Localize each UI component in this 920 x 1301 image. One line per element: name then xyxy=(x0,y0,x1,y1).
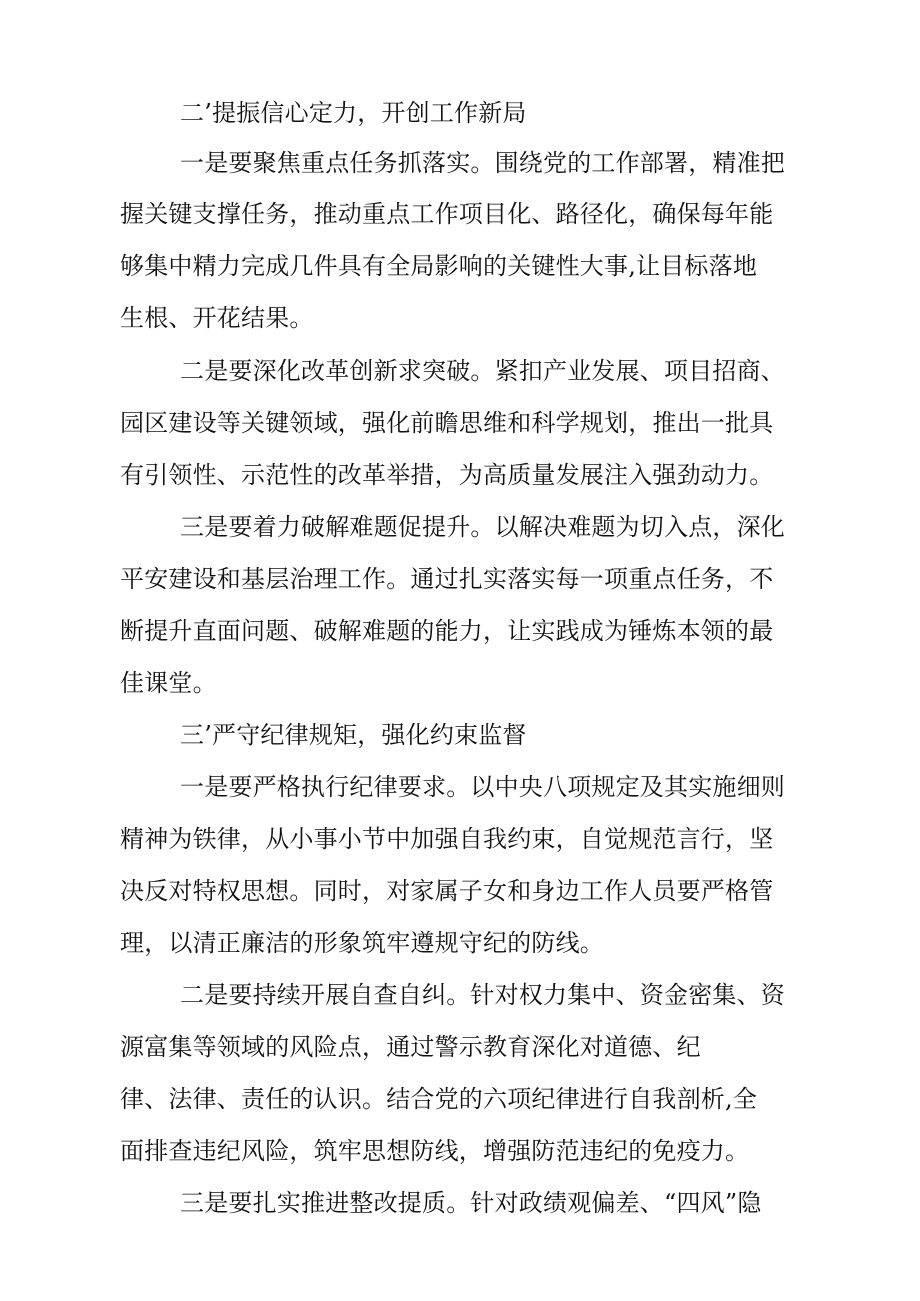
paragraph-line: 有引领性、示范性的改革举措，为高质量发展注入强劲动力。 xyxy=(120,461,774,489)
paragraph-line: 源富集等领域的风险点，通过警示教育深化对道德、纪 xyxy=(120,1033,701,1061)
paragraph-line: 佳课堂。 xyxy=(120,669,217,697)
paragraph-line: 一是要聚焦重点任务抓落实。围绕党的工作部署，精准把 xyxy=(180,149,785,177)
paragraph-line: 面排查违纪风险，筑牢思想防线，增强防范违纪的免疫力。 xyxy=(120,1137,750,1165)
paragraph-line: 生根、开花结果。 xyxy=(120,304,314,332)
paragraph-line: 断提升直面问题、破解难题的能力，让实践成为锤炼本领的最 xyxy=(120,617,774,645)
paragraph-line: 律、法律、责任的认识。结合党的六项纪律进行自我剖析,全 xyxy=(120,1085,758,1113)
paragraph-line: 二是要深化改革创新求突破。紧扣产业发展、项目招商、 xyxy=(180,357,785,385)
paragraph-line: 园区建设等关键领域，强化前瞻思维和科学规划，推出一批具 xyxy=(120,409,774,437)
paragraph-line: 平安建设和基层治理工作。通过扎实落实每一项重点任务，不 xyxy=(120,565,774,593)
paragraph-line: 握关键支撑任务，推动重点工作项目化、路径化，确保每年能 xyxy=(120,200,774,228)
paragraph-line: 二是要持续开展自查自纠。针对权力集中、资金密集、资 xyxy=(180,981,785,1009)
paragraph-line: 决反对特权思想。同时，对家属子女和身边工作人员要严格管 xyxy=(120,877,774,905)
section-heading: 二’提振信心定力，开创工作新局 xyxy=(180,99,527,127)
paragraph-line: 三是要着力破解难题促提升。以解决难题为切入点，深化 xyxy=(180,513,785,541)
paragraph-line: 一是要严格执行纪律要求。以中央八项规定及其实施细则 xyxy=(180,773,785,801)
paragraph-line: 够集中精力完成几件具有全局影响的关键性大事,让目标落地 xyxy=(120,252,758,280)
paragraph-line: 三是要扎实推进整改提质。针对政绩观偏差、“四风”隐 xyxy=(180,1189,762,1217)
section-heading: 三’严守纪律规矩，强化约束监督 xyxy=(180,721,527,749)
paragraph-line: 精神为铁律，从小事小节中加强自我约束，自觉规范言行，坚 xyxy=(120,825,774,853)
paragraph-line: 理，以清正廉洁的形象筑牢遵规守纪的防线。 xyxy=(120,929,604,957)
